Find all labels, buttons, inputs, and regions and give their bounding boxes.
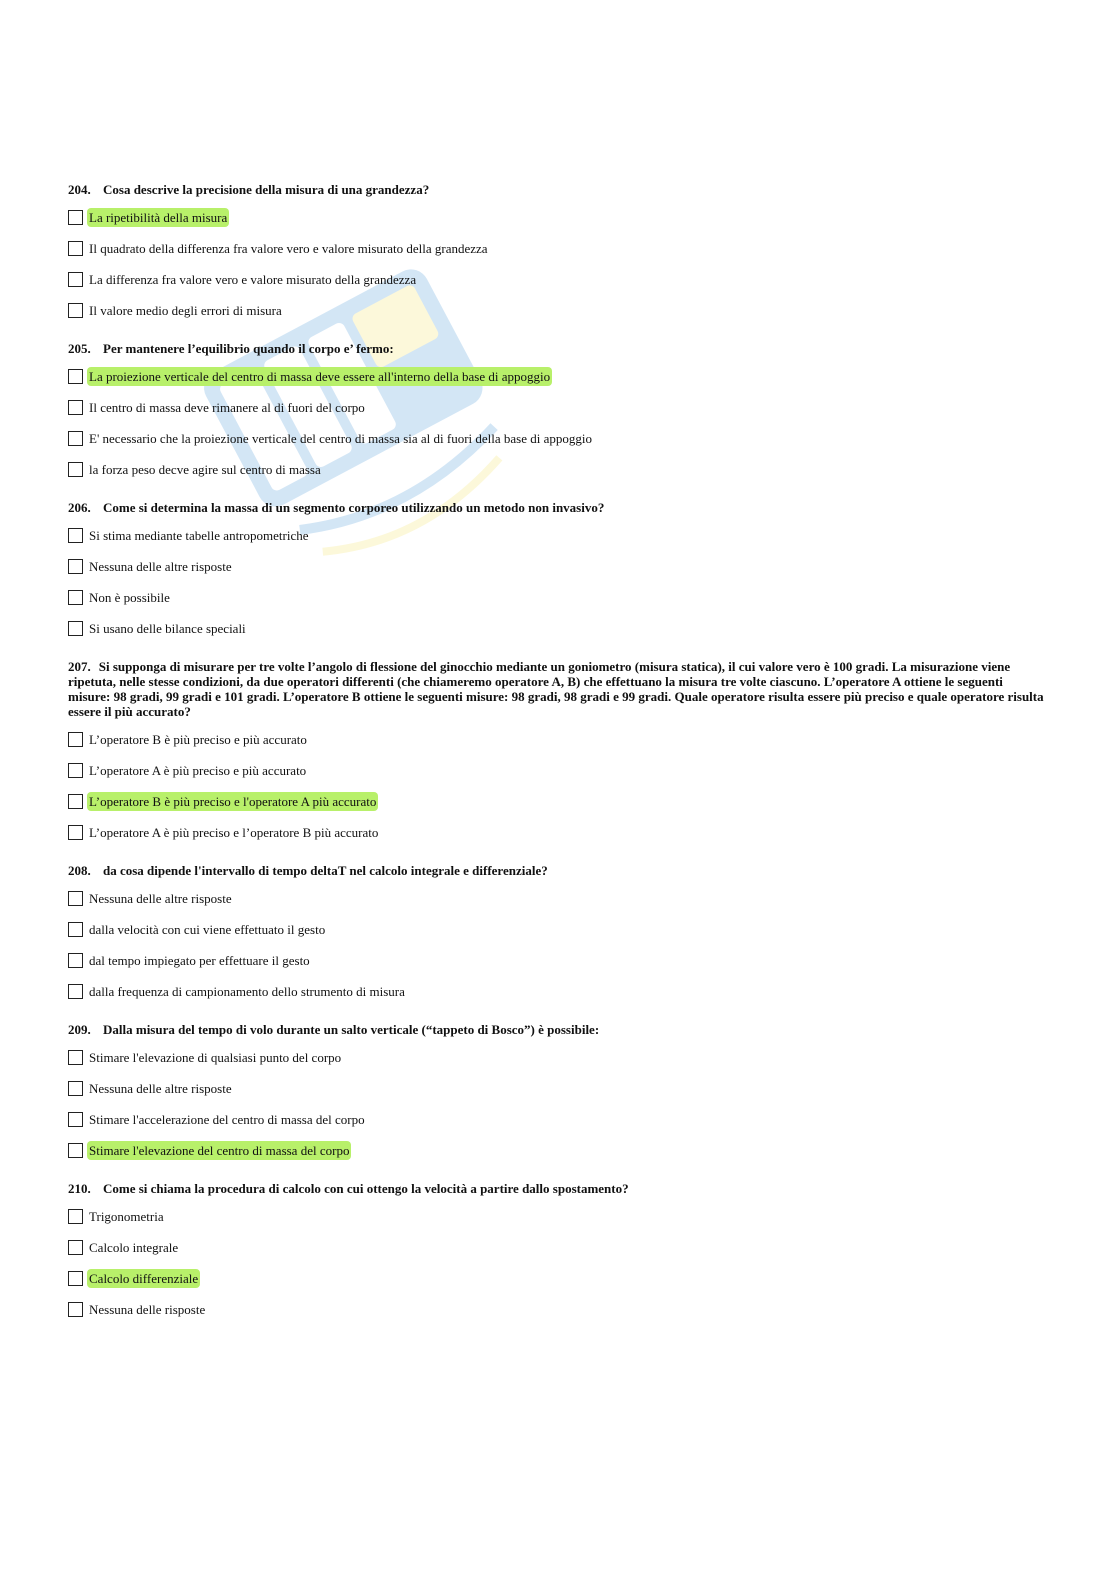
answer-text: E' necessario che la proiezione verticale del centro di massa sia al di fuori della base di appoggio: [89, 430, 593, 446]
answer-checkbox[interactable]: [68, 272, 83, 287]
answer-option[interactable]: [68, 207, 1048, 227]
answer-option[interactable]: [68, 919, 1048, 939]
answer-checkbox[interactable]: [68, 210, 83, 225]
answer-text: Calcolo integrale: [89, 1239, 179, 1255]
answer-checkbox[interactable]: [68, 1240, 83, 1255]
question-text: Si supponga di misurare per tre volte l’angolo di flessione del ginocchio mediante un goniometro (misura statica), il cui valore vero è 100 gradi. La misurazione viene ripetuta, nelle stesse condizioni, da due operatori differenti (che chiameremo operatore A, B) che effettuano la misura tre volte ciascuno. L’operatore A ottiene le seguenti misure: 98 gradi, 99 gradi e 101 gradi. L’operatore B ottiene le seguenti misure: 98 gradi, 98 gradi e 99 gradi. Quale operatore risulta essere più preciso e quale operatore risulta essere il più accurato?: [68, 659, 1044, 719]
answer-option[interactable]: [68, 525, 1048, 545]
answer-option[interactable]: [68, 1047, 1048, 1067]
answer-text-highlighted: La proiezione verticale del centro di massa deve essere all'interno della base di appoggio: [89, 368, 551, 384]
answer-option[interactable]: [68, 822, 1048, 842]
question-text: Cosa descrive la precisione della misura di una grandezza?: [103, 182, 430, 197]
answer-text: Il valore medio degli errori di misura: [89, 302, 282, 318]
question-number: 206.: [68, 500, 91, 515]
answer-checkbox[interactable]: [68, 891, 83, 906]
answer-text: Nessuna delle altre risposte: [89, 1080, 232, 1096]
answer-checkbox[interactable]: [68, 1081, 83, 1096]
answer-option[interactable]: [68, 1140, 1048, 1160]
answer-checkbox[interactable]: [68, 621, 83, 636]
answer-text: Non è possibile: [89, 589, 170, 605]
answer-option[interactable]: [68, 459, 1048, 479]
answer-option[interactable]: [68, 1078, 1048, 1098]
answer-text: Stimare l'accelerazione del centro di massa del corpo: [89, 1111, 365, 1127]
question-text: da cosa dipende l'intervallo di tempo deltaT nel calcolo integrale e differenziale?: [103, 863, 548, 878]
question-number: 204.: [68, 182, 91, 197]
answer-text-highlighted: La ripetibilità della misura: [89, 209, 228, 225]
answer-option[interactable]: [68, 587, 1048, 607]
answer-checkbox[interactable]: [68, 1112, 83, 1127]
question-block: [68, 500, 1048, 638]
answer-option[interactable]: [68, 618, 1048, 638]
question-number: 207.: [68, 659, 91, 674]
question-text: Come si determina la massa di un segmento corporeo utilizzando un metodo non invasivo?: [103, 500, 605, 515]
answer-checkbox[interactable]: [68, 922, 83, 937]
answer-text-highlighted: Stimare l'elevazione del centro di massa del corpo: [89, 1142, 350, 1158]
answer-checkbox[interactable]: [68, 462, 83, 477]
question-block: [68, 659, 1048, 842]
answer-option[interactable]: [68, 366, 1048, 386]
answer-text: Nessuna delle altre risposte: [89, 558, 232, 574]
answer-option[interactable]: [68, 1109, 1048, 1129]
question-text: Per mantenere l’equilibrio quando il corpo e’ fermo:: [103, 341, 394, 356]
answer-text: Stimare l'elevazione di qualsiasi punto del corpo: [89, 1049, 342, 1065]
answer-text: dalla velocità con cui viene effettuato il gesto: [89, 921, 326, 937]
question-block: [68, 341, 1048, 479]
answer-option[interactable]: [68, 269, 1048, 289]
question-title: [68, 500, 1048, 515]
answer-checkbox[interactable]: [68, 825, 83, 840]
answer-option[interactable]: [68, 1206, 1048, 1226]
answer-text: Il centro di massa deve rimanere al di fuori del corpo: [89, 399, 365, 415]
answer-checkbox[interactable]: [68, 400, 83, 415]
answer-text: Trigonometria: [89, 1208, 164, 1224]
answer-option[interactable]: [68, 428, 1048, 448]
answer-checkbox[interactable]: [68, 1143, 83, 1158]
answer-option[interactable]: [68, 729, 1048, 749]
answer-option[interactable]: [68, 888, 1048, 908]
answer-checkbox[interactable]: [68, 559, 83, 574]
answer-text: L’operatore A è più preciso e più accurato: [89, 762, 307, 778]
answer-checkbox[interactable]: [68, 1271, 83, 1286]
answer-checkbox[interactable]: [68, 1050, 83, 1065]
question-title: [68, 341, 1048, 356]
answer-option[interactable]: [68, 238, 1048, 258]
question-text: Dalla misura del tempo di volo durante un salto verticale (“tappeto di Bosco”) è possibile:: [103, 1022, 600, 1037]
answer-option[interactable]: [68, 556, 1048, 576]
answer-checkbox[interactable]: [68, 794, 83, 809]
answer-checkbox[interactable]: [68, 590, 83, 605]
answer-text: dalla frequenza di campionamento dello strumento di misura: [89, 983, 405, 999]
question-title: [68, 1181, 1048, 1196]
answer-option[interactable]: [68, 791, 1048, 811]
question-title: [68, 659, 1048, 719]
answer-option[interactable]: [68, 950, 1048, 970]
answer-checkbox[interactable]: [68, 984, 83, 999]
answer-text: Il quadrato della differenza fra valore vero e valore misurato della grandezza: [89, 240, 488, 256]
answer-checkbox[interactable]: [68, 763, 83, 778]
question-number: 205.: [68, 341, 91, 356]
question-number: 210.: [68, 1181, 91, 1196]
answer-checkbox[interactable]: [68, 732, 83, 747]
question-title: [68, 182, 1048, 197]
question-block: [68, 1022, 1048, 1160]
question-number: 209.: [68, 1022, 91, 1037]
question-title: [68, 863, 1048, 878]
question-block: [68, 1181, 1048, 1319]
answer-checkbox[interactable]: [68, 369, 83, 384]
answer-checkbox[interactable]: [68, 1209, 83, 1224]
answer-text: La differenza fra valore vero e valore misurato della grandezza: [89, 271, 417, 287]
answer-text: L’operatore A è più preciso e l’operatore B più accurato: [89, 824, 379, 840]
answer-checkbox[interactable]: [68, 528, 83, 543]
answer-checkbox[interactable]: [68, 1302, 83, 1317]
answer-text-highlighted: L’operatore B è più preciso e l'operatore A più accurato: [89, 793, 377, 809]
question-title: [68, 1022, 1048, 1037]
answer-option[interactable]: [68, 1299, 1048, 1319]
answer-text: Nessuna delle risposte: [89, 1301, 206, 1317]
answer-text: la forza peso decve agire sul centro di massa: [89, 461, 321, 477]
answer-checkbox[interactable]: [68, 241, 83, 256]
answer-text: Nessuna delle altre risposte: [89, 890, 232, 906]
document-page: [68, 182, 1048, 1340]
answer-text: Si stima mediante tabelle antropometriche: [89, 527, 309, 543]
question-block: [68, 182, 1048, 320]
answer-checkbox[interactable]: [68, 303, 83, 318]
question-number: 208.: [68, 863, 91, 878]
answer-text: Si usano delle bilance speciali: [89, 620, 246, 636]
answer-checkbox[interactable]: [68, 953, 83, 968]
answer-text: dal tempo impiegato per effettuare il gesto: [89, 952, 310, 968]
question-block: [68, 863, 1048, 1001]
answer-text: L’operatore B è più preciso e più accurato: [89, 731, 307, 747]
answer-option[interactable]: [68, 300, 1048, 320]
answer-option[interactable]: [68, 1237, 1048, 1257]
answer-option[interactable]: [68, 397, 1048, 417]
answer-option[interactable]: [68, 981, 1048, 1001]
answer-option[interactable]: [68, 1268, 1048, 1288]
answer-option[interactable]: [68, 760, 1048, 780]
answer-checkbox[interactable]: [68, 431, 83, 446]
question-text: Come si chiama la procedura di calcolo con cui ottengo la velocità a partire dallo spostamento?: [103, 1181, 629, 1196]
answer-text-highlighted: Calcolo differenziale: [89, 1270, 199, 1286]
